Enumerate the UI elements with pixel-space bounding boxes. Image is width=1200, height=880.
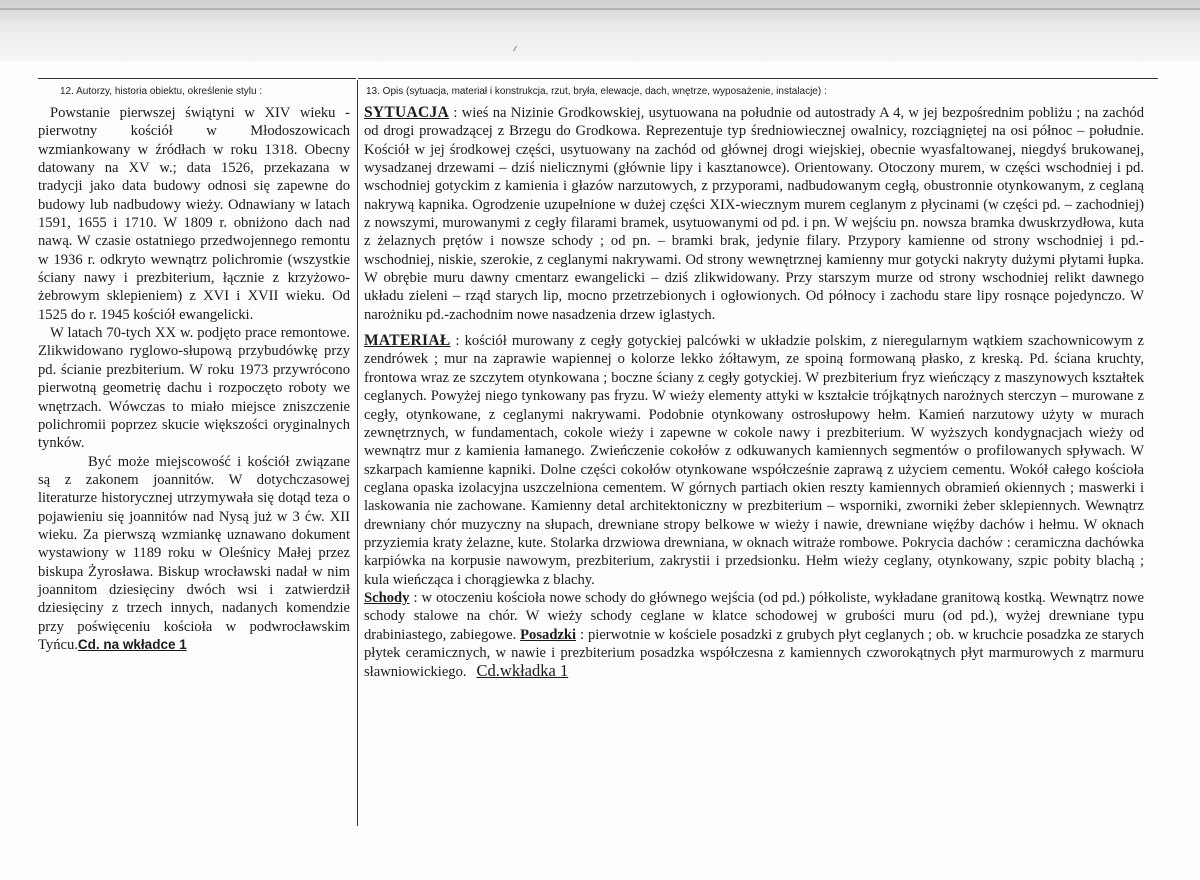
stairs-label: Schody	[364, 589, 410, 606]
situation-paragraph	[364, 104, 1144, 324]
continuation-reference-right: Cd.wkładka 1	[476, 661, 569, 681]
left-top-rule	[38, 78, 356, 79]
situation-label: SYTUACJA	[364, 104, 450, 121]
history-paragraph-3	[38, 453, 350, 655]
right-section-header: 13. Opis (sytuacja, materiał i konstrukcja, rzut, bryła, elewacje, dach, wnętrze, wyposażenie, instalacje) :	[366, 86, 827, 97]
floors-label: Posadzki	[520, 626, 577, 643]
column-divider	[357, 80, 358, 826]
left-section-header: 12. Autorzy, historia obiektu, określenie stylu :	[60, 86, 263, 97]
history-paragraph-2: W latach 70-tych XX w. podjęto prace remontowe. Zlikwidowano ryglowo-słupową przybudówkę przy pd. ścianie prezbiterium. W roku 1973 przywrócono pierwotną geometrię dachu i rozpoczęto roboty we wnętrzach. Wówczas to miało miejsce zniszczenie polichromii poprzez skucie większości oryginalnych tynków.	[38, 325, 350, 452]
situation-text: : wieś na Nizinie Grodkowskiej, usytuowana na południe od autostrady A 4, w jej bezpośrednim pobliżu ; na zachód od drogi prowadzącej z Brzegu do Grodkowa. Reprezentuje typ średniowiecznej owalnicy, rozciągniętej na osi północ – południe. Kościół w jej środkowej części, usytuowany na zachód od głównej drogi wiejskiej, obecnie wyasfaltowanej, niegdyś brukowanej, wysadzanej drzewami – dziś nielicznymi (głównie lipy i kasztanowce). Orientowany. Otoczony murem, w części wschodniej i pd. wschodniej gotyckim z kamienia i głazów narzutowych, z przyporami, nadbudowanym cegłą, obustronnie otynkowanym, z ceglaną nakrywą kapnika. Ogrodzenie uzupełnione w dużej części XIX-wiecznym murem ceglanym z płycinami (w części pd. – zachodniej) z nowszymi, murowanymi z cegły filarami bramek, usytuowanymi od pd. i pn. W wejściu pn. nowsza bramka dwuskrzydłowa, kuta z żelaznych prętów i nowsze schody ; od pn. – bramki brak, jedynie filary. Przypory kamienne od strony wschodniej i pd.-wschodniej, niskie, szerokie, z ceglanymi nakrywami. Od strony wewnętrznej kamienny mur gotycki nakryty dużymi płytami łupka. W obrębie muru dawny cmentarz ewangelicki – dziś zlikwidowany. Przy starszym murze od strony wschodniej relikt dawnego układu zieleni – rząd starych lip, mocno przetrzebionych i ogłowionych. Od północy i zachodu stare lipy rosnące pojedynczo. W narożniku pd.-zachodnim nowe nasadzenia drzew iglastych.	[364, 105, 1144, 323]
history-paragraph-1: Powstanie pierwszej świątyni w XIV wieku - pierwotny kościół w Młodoszowicach wzmiankowany w źródłach w roku 1318. Obecny datowany na XV w.; data 1526, przekazana w tradycji jako data budowy odnosi się zapewne do budowy lub nadbudowy wieży. Odnawiany w latach 1591, 1655 i 1710. W 1809 r. obniżono dach nad nawą. W czasie ostatniego przedwojennego remontu w 1936 r. odkryto wewnątrz polichromie (wszystkie ściany nawy i prezbiterium, łącznie z krzyżowo-żebrowym sklepieniem) z XVI i XVII wieku. Od 1525 do r. 1945 kościół ewangelicki.	[38, 105, 350, 323]
description-column	[364, 104, 1144, 682]
history-paragraph-3-text: Być może miejscowość i kościół związane są z zakonem joannitów. W dotychczasowej literaturze historycznej utrzymywała się dotąd teza o pojawieniu się joannitów nad Nysą już w 3 ćw. XII wieku. Za pierwszą wzmiankę uznawano dokument wystawiony w 1189 roku w Oleśnicy Małej przez biskupa Żyrosława. Biskup wrocławski nadał w nim joannitom dziesięciny dwóch wsi i zatwierdził dziesięciny z trzech innych, nadanych komendzie przy poświęceniu kościoła w podwrocławskim Tyńcu.	[38, 453, 350, 653]
continuation-reference-left: Cd. na wkładce 1	[77, 636, 187, 652]
material-paragraph	[364, 332, 1144, 682]
material-text: : kościół murowany z cegły gotyckiej palcówki w układzie polskim, z nieregularnym wątkiem szachownicowym z zendrówek ; mur na zaprawie wapiennej o kolorze lekko żółtawym, ze spoiną formowaną płasko, z kreską. Pd. ściana kruchty, frontowa wraz ze szczytem otynkowana ; boczne ściany z cegły gotyckiej. W prezbiterium fryz wieńczący z maszynowych kształtek ceglanych. Powyżej niego tynkowany pas fryzu. W wieży elementy attyki w kształcie trójkątnych narożnych sterczyn – murowane z cegły, otynkowane, z ceglanymi nakrywami. Podobnie otynkowany ostrosłupowy hełm. Kamień narzutowy użyty w murach zewnętrznych, w fundamentach, cokole wieży i zapewne w cokole nawy i prezbiterium. W wyższych kondygnacjach wieży od wewnątrz mur z kamienia łamanego. Zwieńczenie cokołów z odkuwanych kamiennych segmentów o profilowanych spływach. W szkarpach kamienne kapniki. Dolne części cokołów otynkowane współcześnie zaprawą z użyciem cementu. Wokół całego kościoła ceglana opaska izolacyjna uszczelniona cementem. W górnych partiach okien reszty kamiennych obramień okiennych ; maswerki i laskowania nie zachowane. Kamienny detal architektoniczny w prezbiterium – wsporniki, zworniki żeber sklepiennych. Wewnątrz drewniany chór muzyczny na słupach, drewniane stropy belkowe w wieży i nawie, drewniane więźby dachów i hełmu. W oknach przyziemia kraty żelazne, kute. Stolarka drzwiowa drewniana, w oknach witraże rombowe. Pokrycia dachów : ceramiczna dachówka karpiówka na korpusie nawowym, prezbiterium, zakrystii i przedsionku. Hełm wieży ceglany, otynkowany, szpic pobity blachą ; kula wieńcząca i chorągiewka z blachy.	[364, 333, 1144, 588]
right-top-rule	[358, 78, 1158, 79]
scan-line	[0, 8, 1200, 10]
stairs-text: : w otoczeniu kościoła nowe schody do głównego wejścia (od pd.) półkoliste, wykładane granitową kostką. Wewnątrz nowe schody stalowe na chór. W wieży schody ceglane w klatce schodowej w grubości muru (od pd.), wyżej drewniane typu drabiniastego, zabiegowe.	[364, 589, 1144, 643]
history-column	[38, 104, 350, 654]
floors-text: : pierwotnie w kościele posadzki z grubych płyt ceglanych ; ob. w kruchcie posadzka ze starych płytek ceramicznych, w nawie i prezbiterium posadzka współczesna z kamiennych czworokątnych płyt marmurowych z marmuru sławniowickiego.	[364, 626, 1144, 681]
material-label: MATERIAŁ	[364, 332, 451, 350]
